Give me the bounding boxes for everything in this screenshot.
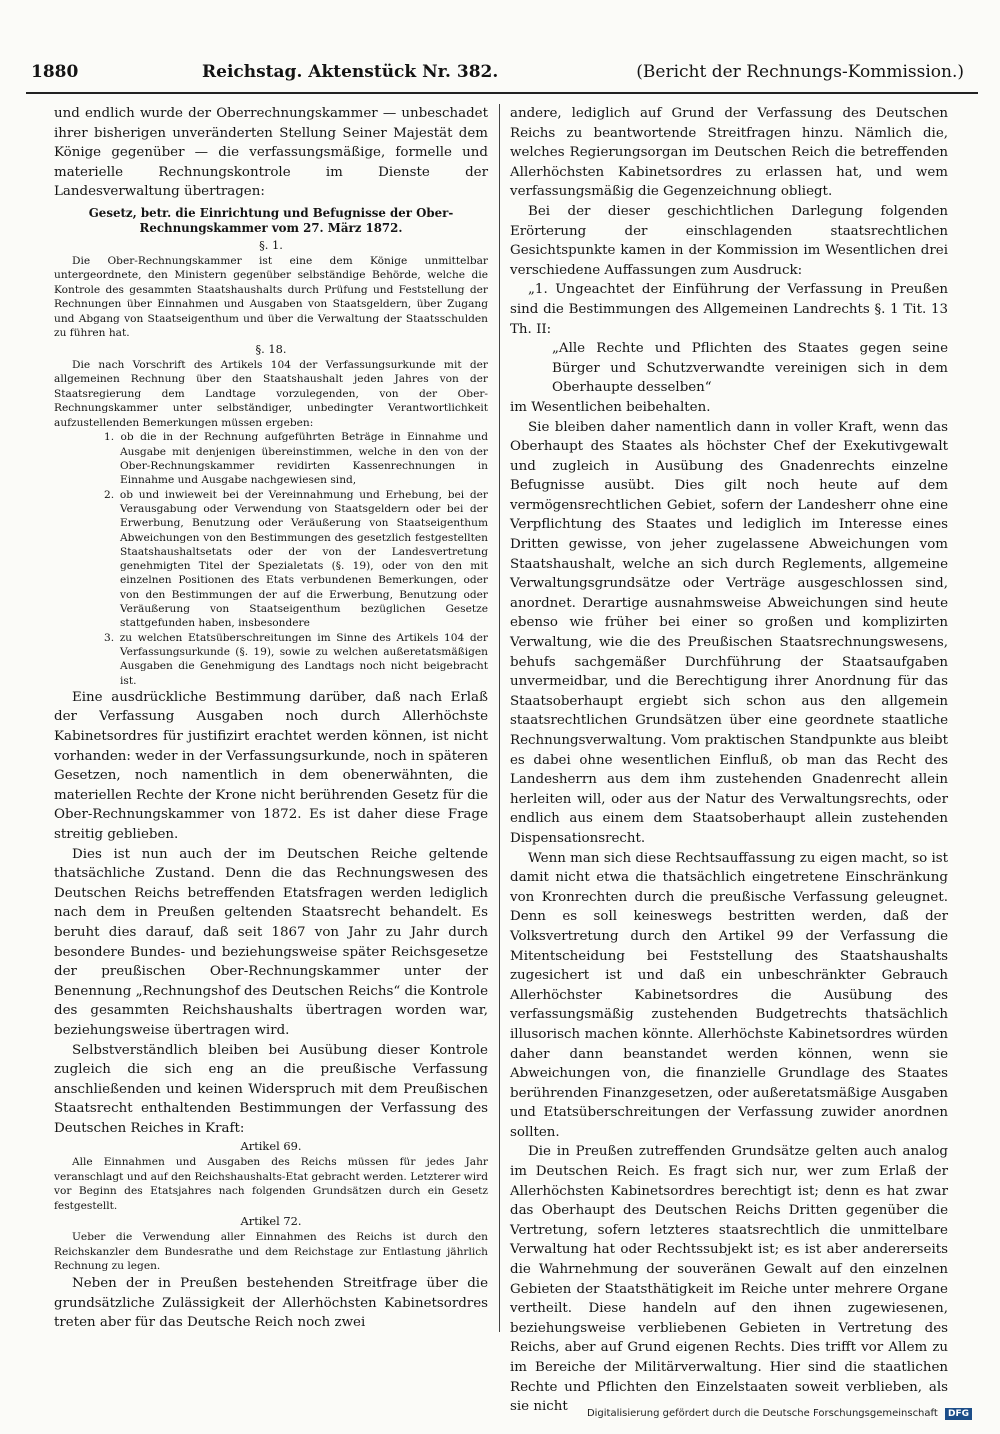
column-divider: [499, 104, 500, 1332]
section-label: §. 1.: [259, 237, 283, 252]
paragraph: im Wesentlichen beibehalten.: [510, 399, 711, 415]
footer-text: Digitalisierung gefördert durch die Deutsche Forschungsgemeinschaft: [586, 1408, 938, 1419]
page-number: 1880: [31, 62, 79, 82]
article-label: Artikel 72.: [240, 1214, 302, 1229]
paragraph: Selbstverständlich bleiben bei Ausübung dieser Kontrole zugleich die sich eng an die preußische Verfassung anschließenden und keinen Widerspruch mit dem Preußischen Staatsrecht enthaltenden Bestimmungen der Verfassung des Deutschen Reiches in Kraft:: [54, 1042, 488, 1136]
running-title: Reichstag. Aktenstück Nr. 382.: [202, 62, 499, 82]
section-text: Die Ober-Rechnungskammer ist eine dem Könige unmittelbar untergeordnete, den Ministern gegenüber selbständige Behörde, welche die Kontrole des gesammten Staatshaushalts durch Prüfung und Feststellung der Rechnungen über Einnahmen und Ausgaben von Staatsgeldern, über Zugang und Abgang von Staatseigenthum und über die Verwaltung der Staatsschulden zu führen hat.: [54, 254, 488, 340]
paragraph: Neben der in Preußen bestehenden Streitfrage über die grundsätzliche Zulässigkeit der Allerhöchsten Kabinetsordres treten aber für das Deutsche Reich noch zwei: [54, 1275, 488, 1331]
paragraph: „1. Ungeachtet der Einführung der Verfassung in Preußen sind die Bestimmungen des Allgemeinen Landrechts §. 1 Tit. 13 Th. II:: [510, 282, 948, 337]
right-column: [510, 104, 948, 1417]
article-label: Artikel 69.: [240, 1139, 302, 1154]
article-text: Alle Einnahmen und Ausgaben des Reichs müssen für jedes Jahr veranschlagt und auf den Reichshaushalts-Etat gebracht werden. Letzterer wird vor Beginn des Etatsjahres nach folgenden Grundsätzen durch ein Gesetz festgestellt.: [54, 1156, 488, 1212]
list-item: 1. ob die in der Rechnung aufgeführten Beträge in Einnahme und Ausgabe mit denjenigen übereinstimmen, welche in den von der Ober-Rechnungskammer revidirten Kassenrechnungen in Einnahme und Ausgabe nachgewiesen sind,: [104, 431, 488, 487]
section-list: [54, 430, 488, 687]
block-quote: „Alle Rechte und Pflichten des Staates gegen seine Bürger und Schutzverwandte vereinigen sich in dem Oberhaupte desselben“: [552, 341, 948, 396]
running-subtitle: (Bericht der Rechnungs-Kommission.): [636, 62, 964, 82]
article-text: Ueber die Verwendung aller Einnahmen des Reichs ist durch den Reichskanzler dem Bundesrathe und dem Reichstage zur Entlastung jährlich Rechnung zu legen.: [54, 1231, 488, 1273]
paragraph: Dies ist nun auch der im Deutschen Reiche geltende thatsächliche Zustand. Denn die das Rechnungswesen des Deutschen Reichs betreffenden Etatsfragen werden lediglich nach dem in Preußen geltenden Staatsrecht behandelt. Es beruht dies darauf, daß seit 1867 von Jahr zu Jahr durch besondere Bundes- und beziehungsweise später Reichsgesetze der preußischen Ober-Rechnungskammer unter der Benennung „Rechnungshof des Deutschen Reichs“ die Kontrole des gesammten Reichshaushalts übertragen worden war, beziehungsweise übertragen wird.: [54, 846, 488, 1038]
paragraph: Bei der dieser geschichtlichen Darlegung folgenden Erörterung der einschlagenden staatsrechtlichen Gesichtspunkte kamen in der Kommission im Wesentlichen drei verschiedene Auffassungen zum Ausdruck:: [510, 203, 948, 278]
section-label: §. 18.: [255, 341, 287, 356]
paragraph: Sie bleiben daher namentlich dann in voller Kraft, wenn das Oberhaupt des Staates als höchster Chef der Exekutivgewalt und zugleich in Ausübung des Gnadenrechts einzelne Befugnisse ausübt. Dies gilt noch heute auf dem vermögensrechtlichen Gebiet, sofern der Landesherr ohne eine Verpflichtung des Staates und lediglich im Interesse eines Dritten gewisse, von jeher zugelassene Abweichungen vom Staatshaushalt, welche an sich durch Reglements, allgemeine Verwaltungsgrundsätze oder Verträge ausgeschlossen sind, anordnet. Derartige ausnahmsweise Abweichungen sind heute ebenso wie früher bei einer so großen und komplizirten Verwaltung, wie die des Preußischen Staatsrechnungswesens, behufs sachgemäßer Durchführung der Staatsaufgaben unvermeidbar, und die Berechtigung ihrer Anordnung für das Staatsoberhaupt ergiebt sich schon aus den allgemein staatsrechtlichen Grundsätzen über eine geordnete staatliche Rechnungsverwaltung. Vom praktischen Standpunkte aus bleibt es dabei ohne wesentlichen Einfluß, ob man das Recht des Landesherrn aus dem ihm zustehenden Gnadenrecht allein herleiten will, oder aus der Natur des Verwaltungsrechts, oder endlich aus einem dem Staatsoberhaupt allein zustehenden Dispensationsrecht.: [510, 419, 948, 846]
paragraph: Die in Preußen zutreffenden Grundsätze gelten auch analog im Deutschen Reich. Es fragt sich nur, wer zum Erlaß der Allerhöchsten Kabinetsordres berechtigt ist; denn es hat zwar das Oberhaupt des Deutschen Reichs Dritten gegenüber die Vertretung, sofern letzteres staatsrechtlich die unmittelbare Verwaltung hat oder Rechtssubjekt ist; es ist aber andererseits die Wahrnehmung der souveränen Gewalt auf den einzelnen Gebieten der Staatsthätigkeit im Reiche unter mehrere Organe vertheilt. Diese handeln auf den ihnen zugewiesenen, beziehungsweise verbliebenen Gebieten in Vertretung des Reichs, aber auf Grund eigenen Rechts. Dies trifft vor Allem zu im Bereiche der Militärverwaltung. Hier sind die staatlichen Rechte und Pflichten den Einzelstaaten soweit verblieben, als sie nicht: [510, 1144, 948, 1415]
header-rule: [26, 92, 978, 94]
left-column: [54, 104, 488, 1333]
paragraph: andere, lediglich auf Grund der Verfassung des Deutschen Reichs zu beantwortende Streitfragen hinzu. Nämlich die, welches Regierungsorgan im Deutschen Reich die betreffenden Allerhöchsten Kabinetsordres zu erlassen hat, und wem verfassungsmäßig die Gegenzeichnung obliegt.: [510, 106, 948, 200]
list-item: 3. zu welchen Etatsüberschreitungen im Sinne des Artikels 104 der Verfassungsurkunde (§. 19), sowie zu welchen außeretatsmäßigen Ausgaben die Genehmigung des Landtags noch nicht beigebracht ist.: [104, 631, 488, 687]
list-item: 2. ob und inwieweit bei der Vereinnahmung und Erhebung, bei der Verausgabung oder Verwendung von Staatsgeldern oder bei der Erwerbung, Benutzung oder Veräußerung von Staatseigenthum Abweichungen von den Bestimmungen des gesetzlich festgestellten Staatshaushaltsetats oder der von der Landesvertretung genehmigten Titel der Spezialetats (§. 19), oder von den mit einzelnen Positionen des Etats verbundenen Bemerkungen, oder von den Bestimmungen der auf die Erwerbung, Benutzung oder Veräußerung von Staatseigenthum bezüglichen Gesetze stattgefunden haben, insbesondere: [104, 488, 488, 630]
law-title: Gesetz, betr. die Einrichtung und Befugnisse der Ober-Rechnungskammer vom 27. März 1872.: [88, 205, 454, 235]
paragraph: Wenn man sich diese Rechtsauffassung zu eigen macht, so ist damit nicht etwa die thatsächlich eingetretene Einschränkung von Kronrechten durch die preußische Verfassung geleugnet. Denn es soll keineswegs bestritten werden, daß der Volksvertretung durch den Artikel 99 der Verfassung die Mitentscheidung bei Feststellung des Staatshaushalts zugesichert ist und daß ein unbeschränkter Gebrauch Allerhöchster Kabinetsordres die Ausübung des verfassungsmäßig zustehenden Budgetrechts thatsächlich illusorisch machen könnte. Allerhöchste Kabinetsordres würden daher dann beanstandet werden können, wenn sie Abweichungen von, die finanzielle Grundlage des Staates berührenden Finanzgesetzen, oder außeretatsmäßige Ausgaben und Etatsüberschreitungen der Verfassung zuwider anordnen sollten.: [510, 850, 948, 1140]
paragraph: Eine ausdrückliche Bestimmung darüber, daß nach Erlaß der Verfassung Ausgaben noch durch Allerhöchste Kabinetsordres für justifizirt erachtet werden können, ist nicht vorhanden: weder in der Verfassungsurkunde, noch in späteren Gesetzen, noch namentlich in dem obenerwähnten, die materiellen Rechte der Krone nicht berührenden Gesetz für die Ober-Rechnungskammer von 1872. Es ist daher diese Frage streitig geblieben.: [54, 689, 488, 842]
dfg-logo: DFG: [945, 1408, 972, 1420]
section-text: Die nach Vorschrift des Artikels 104 der Verfassungsurkunde mit der allgemeinen Rechnung über den Staatshaushalt jeden Jahres von der Staatsregierung dem Landtage vorzulegenden, von der Ober-Rechnungskammer unter selbständiger, unbedingter Verantwortlichkeit aufzustellenden Bemerkungen müssen ergeben:: [54, 358, 488, 429]
paragraph: und endlich wurde der Oberrechnungskammer — unbeschadet ihrer bisherigen unveränderten Stellung Seiner Majestät dem Könige gegenüber — die verfassungsmäßige, formelle und materielle Rechnungskontrole im Dienste der Landesverwaltung übertragen:: [54, 106, 488, 200]
digitization-footer: [587, 1408, 972, 1420]
page-header: [26, 58, 978, 88]
